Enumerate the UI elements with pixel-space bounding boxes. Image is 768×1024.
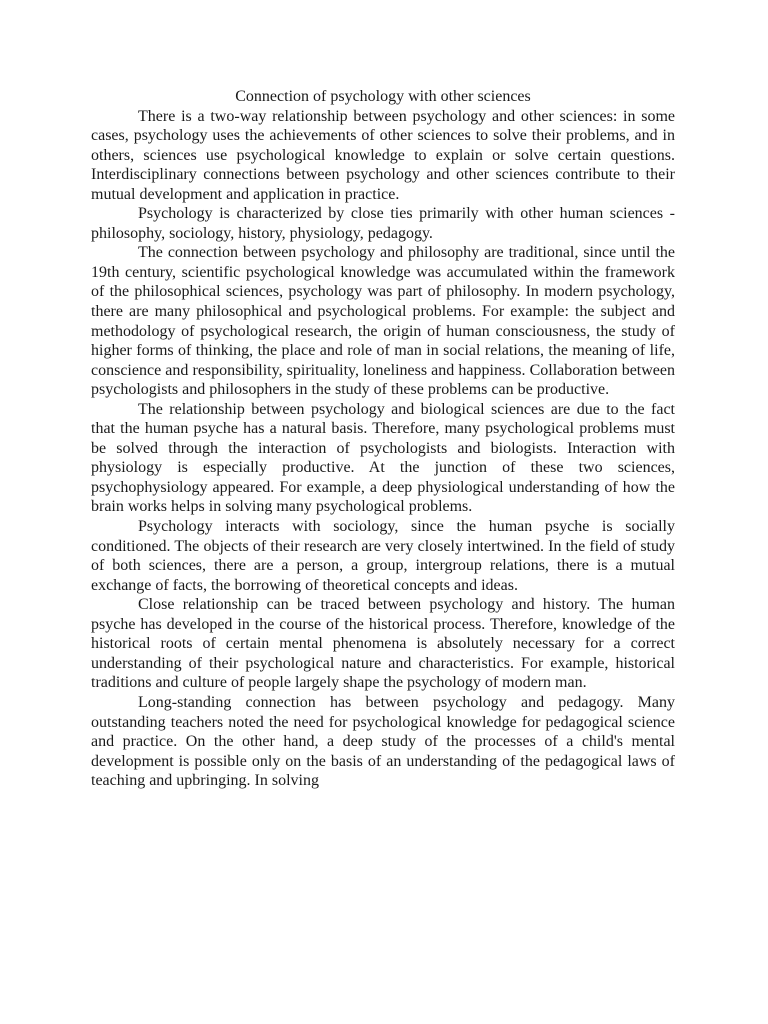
paragraph-biological-sciences: The relationship between psychology and biological sciences are due to the fact that the human psyche has a natural basis. Therefore, many psychological problems must be solved through the interaction of psychologists and biologists. Interaction with physiology is especially productive. At the junction of these two sciences, psychophysiology appeared. For example, a deep physiological understanding of how the brain works helps in solving many psychological problems. [91, 400, 675, 516]
paragraph-pedagogy: Long-standing connection has between psychology and pedagogy. Many outstanding teachers noted the need for psychological knowledge for pedagogical science and practice. On the other hand, a deep study of the processes of a child's mental development is possible only on the basis of an understanding of the pedagogical laws of teaching and upbringing. In solving [91, 693, 675, 790]
paragraph-sociology: Psychology interacts with sociology, since the human psyche is socially conditioned. The objects of their research are very closely intertwined. In the field of study of both sciences, there are a person, a group, intergroup relations, there is a mutual exchange of facts, the borrowing of theoretical concepts and ideas. [91, 518, 675, 594]
paragraph-history: Close relationship can be traced between psychology and history. The human psyche has developed in the course of the historical process. Therefore, knowledge of the historical roots of certain mental phenomena is absolutely necessary for a correct understanding of their psychological nature and characteristics. For example, historical traditions and culture of people largely shape the psychology of modern man. [91, 596, 675, 692]
document-body [91, 87, 675, 791]
paragraph-philosophy: The connection between psychology and philosophy are traditional, since until the 19th century, scientific psychological knowledge was accumulated within the framework of the philosophical sciences, psychology was part of philosophy. In modern psychology, there are many philosophical and psychological problems. For example: the subject and methodology of psychological research, the origin of human consciousness, the study of higher forms of thinking, the place and role of man in social relations, the meaning of life, conscience and responsibility, spirituality, loneliness and happiness. Collaboration between psychologists and philosophers in the study of these problems can be productive. [91, 244, 675, 399]
paragraph-close-ties: Psychology is characterized by close ties primarily with other human sciences - philosophy, sociology, history, physiology, pedagogy. [91, 205, 675, 242]
document-title: Connection of psychology with other sciences [235, 88, 531, 105]
paragraph-two-way-relationship: There is a two-way relationship between psychology and other sciences: in some cases, psychology uses the achievements of other sciences to solve their problems, and in others, sciences use psychological knowledge to explain or solve certain questions. Interdisciplinary connections between psychology and other sciences contribute to their mutual development and application in practice. [91, 107, 675, 203]
